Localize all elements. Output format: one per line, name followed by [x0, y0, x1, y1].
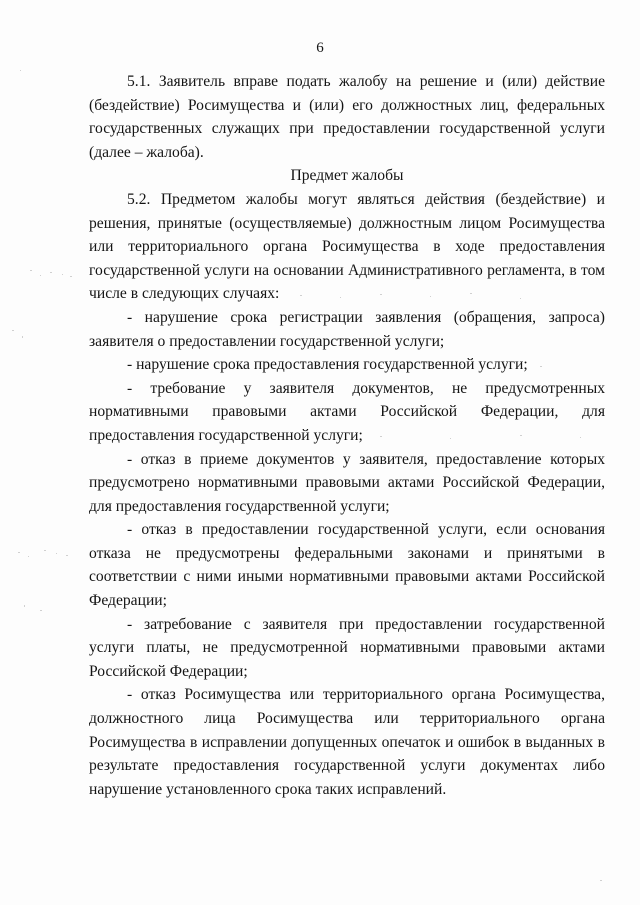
- page-number: 6: [316, 40, 324, 56]
- list-item: - отказ в приеме документов у заявителя, предоставление которых предусмотрено нормативными правовыми актами Российской Федерации, для предоставления государственной услуги;: [89, 450, 605, 515]
- paragraph-5-2: 5.2. Предметом жалобы могут являться действия (бездействие) и решения, принятые (осуществляемые) должностным лицом Росимущества или территориального органа Росимущества в ходе предоставления государственной услуги на основании Административного регламента, в том числе в следующих случаях:: [89, 190, 605, 303]
- list-item: - нарушение срока регистрации заявления (обращения, запроса) заявителя о предоставлении государственной услуги;: [89, 308, 605, 350]
- section-heading: Предмет жалобы: [290, 167, 404, 185]
- paragraph-5-1: 5.1. Заявитель вправе подать жалобу на решение и (или) действие (бездействие) Росимущества и (или) его должностных лиц, федеральных государственных служащих при предоставлении государственной услуги (далее – жалоба).: [89, 73, 605, 161]
- list-item: - нарушение срока предоставления государственной услуги;: [127, 356, 528, 374]
- list-item: - затребование с заявителя при предоставлении государственной услуги платы, не предусмотренной нормативными правовыми актами Российской Федерации;: [89, 615, 605, 680]
- document-body: [89, 70, 605, 801]
- list-item: - отказ в предоставлении государственной услуги, если основания отказа не предусмотрены федеральными законами и принятыми в соответствии с ними иными нормативными правовыми актами Российской Федерации;: [89, 521, 605, 610]
- list-item: - отказ Росимущества или территориального органа Росимущества, должностного лица Росимущества или территориального органа Росимущества в исправлении допущенных опечаток и ошибок в выданных в результате предоставления государственной услуги документах либо нарушение установленного срока таких исправлений.: [89, 686, 605, 798]
- list-item: - требование у заявителя документов, не предусмотренных нормативными правовыми актами Российской Федерации, для предоставления государственной услуги;: [89, 379, 605, 444]
